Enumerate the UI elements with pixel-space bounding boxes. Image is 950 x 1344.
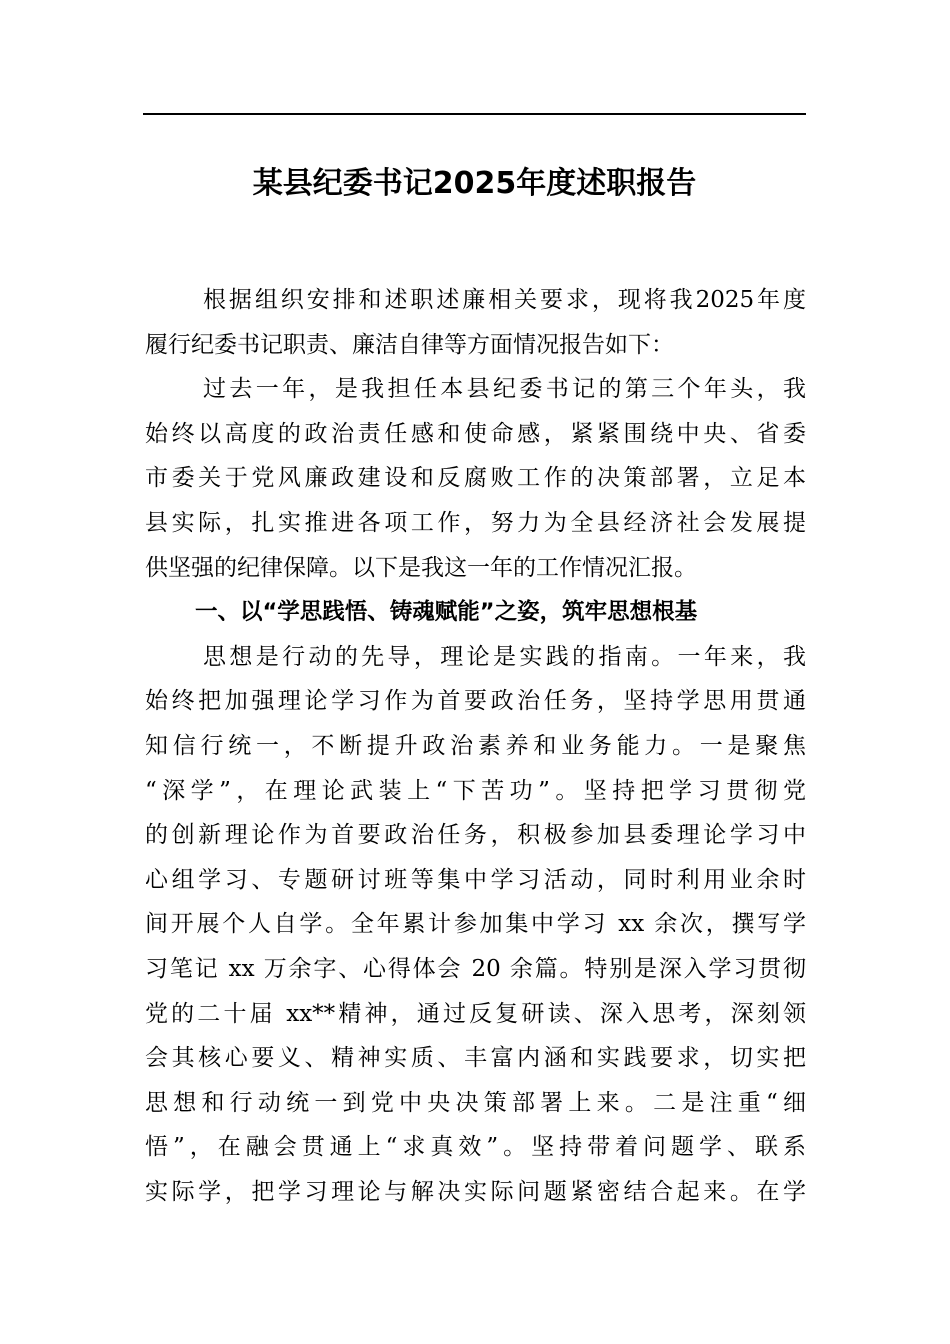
paragraph-line: 会其核心要义、精神实质、丰富内涵和实践要求，切实把 bbox=[145, 1045, 806, 1072]
document-title: 某县纪委书记2025年度述职报告 bbox=[252, 166, 697, 201]
paragraph-line: 知信行统一，不断提升政治素养和业务能力。一是聚焦 bbox=[145, 732, 806, 759]
header-rule bbox=[143, 113, 806, 115]
paragraph-line: “深学”，在理论武装上“下苦功”。坚持把学习贯彻党 bbox=[145, 777, 806, 804]
paragraph-line: 思想是行动的先导，理论是实践的指南。一年来，我 bbox=[203, 643, 806, 670]
paragraph-line: 供坚强的纪律保障。以下是我这一年的工作情况汇报。 bbox=[145, 554, 697, 581]
paragraph-line: 过去一年，是我担任本县纪委书记的第三个年头，我 bbox=[203, 376, 806, 403]
paragraph-line: 间开展个人自学。全年累计参加集中学习 xx 余次，撰写学 bbox=[145, 911, 806, 938]
paragraph-line: 心组学习、专题研讨班等集中学习活动，同时利用业余时 bbox=[145, 866, 806, 893]
paragraph-line: 始终把加强理论学习作为首要政治任务，坚持学思用贯通 bbox=[145, 688, 806, 715]
paragraph-line: 实际学，把学习理论与解决实际问题紧密结合起来。在学 bbox=[145, 1178, 806, 1205]
paragraph-line: 党的二十届 xx**精神，通过反复研读、深入思考，深刻领 bbox=[145, 1000, 806, 1027]
paragraph-line: 思想和行动统一到党中央决策部署上来。二是注重“细 bbox=[145, 1089, 806, 1116]
paragraph-line: 习笔记 xx 万余字、心得体会 20 余篇。特别是深入学习贯彻 bbox=[145, 955, 806, 982]
paragraph-line: 根据组织安排和述职述廉相关要求，现将我2025年度 bbox=[203, 287, 806, 313]
paragraph-line: 市委关于党风廉政建设和反腐败工作的决策部署，立足本 bbox=[145, 465, 806, 492]
paragraph-line: 履行纪委书记职责、廉洁自律等方面情况报告如下： bbox=[145, 331, 674, 358]
paragraph-line: 始终以高度的政治责任感和使命感，紧紧围绕中央、省委 bbox=[145, 420, 806, 447]
paragraph-line: 悟”，在融会贯通上“求真效”。坚持带着问题学、联系 bbox=[145, 1134, 806, 1161]
paragraph-line: 县实际，扎实推进各项工作，努力为全县经济社会发展提 bbox=[145, 509, 806, 536]
paragraph-line: 的创新理论作为首要政治任务，积极参加县委理论学习中 bbox=[145, 822, 806, 849]
document-body bbox=[145, 278, 806, 1214]
section-heading: 一、以“学思践悟、铸魂赋能”之姿，筑牢思想根基 bbox=[195, 599, 698, 626]
